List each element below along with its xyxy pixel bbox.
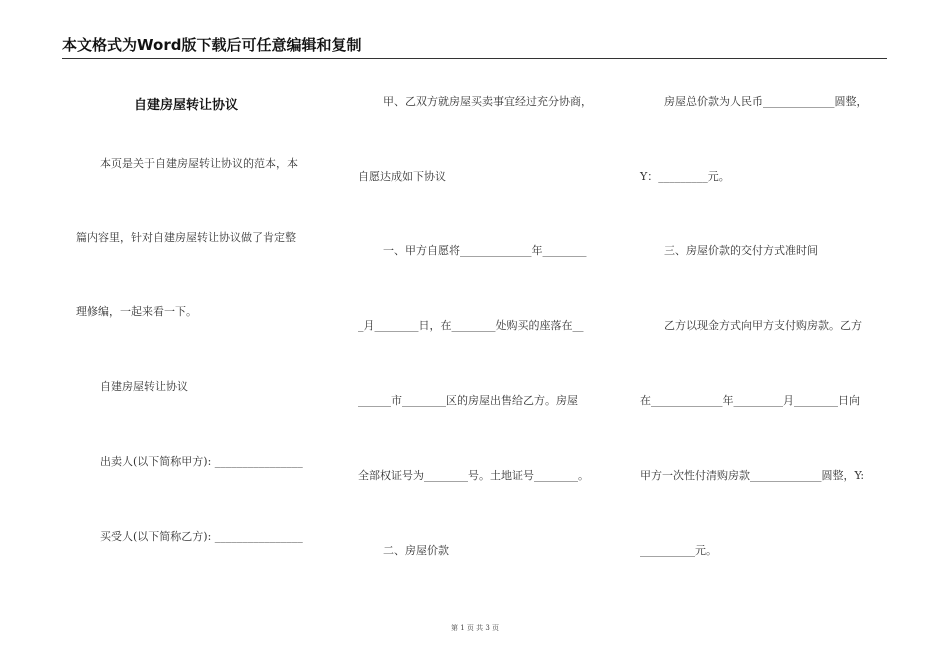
col3-section-heading: 三、房屋价款的交付方式准时间	[664, 244, 818, 257]
col2-line-1: 甲、乙双方就房屋买卖事宜经过充分协商，	[383, 95, 592, 108]
col2-section-heading: 二、房屋价款	[383, 544, 449, 557]
col2-line-2: 自愿达成如下协议	[358, 170, 446, 183]
document-title: 自建房屋转让协议	[134, 98, 239, 113]
col3-line-5: 在_____________年_________月________日向	[640, 394, 860, 407]
col1-line-1: 本页是关于自建房屋转让协议的范本，本	[100, 157, 298, 170]
buyer-line: 买受人(以下简称乙方): ________________	[100, 530, 303, 543]
col1-line-3: 理修编，一起来看一下。	[76, 305, 197, 318]
col1-line-2: 篇内容里，针对自建房屋转让协议做了肯定整	[76, 231, 296, 244]
col2-line-6: 全部权证号为________号。土地证号________。	[358, 469, 589, 482]
col2-line-4: _月________日，在________处购买的座落在__	[358, 319, 584, 332]
col1-line-4: 自建房屋转让协议	[100, 380, 188, 393]
col2-line-5: ______市________区的房屋出售给乙方。房屋	[358, 394, 578, 407]
col2-line-3: 一、甲方自愿将_____________年________	[383, 244, 587, 257]
col3-line-1: 房屋总价款为人民币_____________圆整，	[664, 95, 868, 108]
col3-line-6: 甲方一次性付清购房款_____________圆整，Y:	[640, 469, 865, 482]
col3-line-4: 乙方以现金方式向甲方支付购房款。乙方	[664, 319, 862, 332]
col3-line-2: Y：_________元。	[640, 170, 730, 183]
page-number: 第 1 页 共 3 页	[450, 624, 500, 632]
seller-line: 出卖人(以下简称甲方): ________________	[100, 455, 303, 468]
document-header: 本文格式为Word版下载后可任意编辑和复制	[62, 34, 887, 59]
col3-line-7: __________元。	[640, 544, 717, 557]
